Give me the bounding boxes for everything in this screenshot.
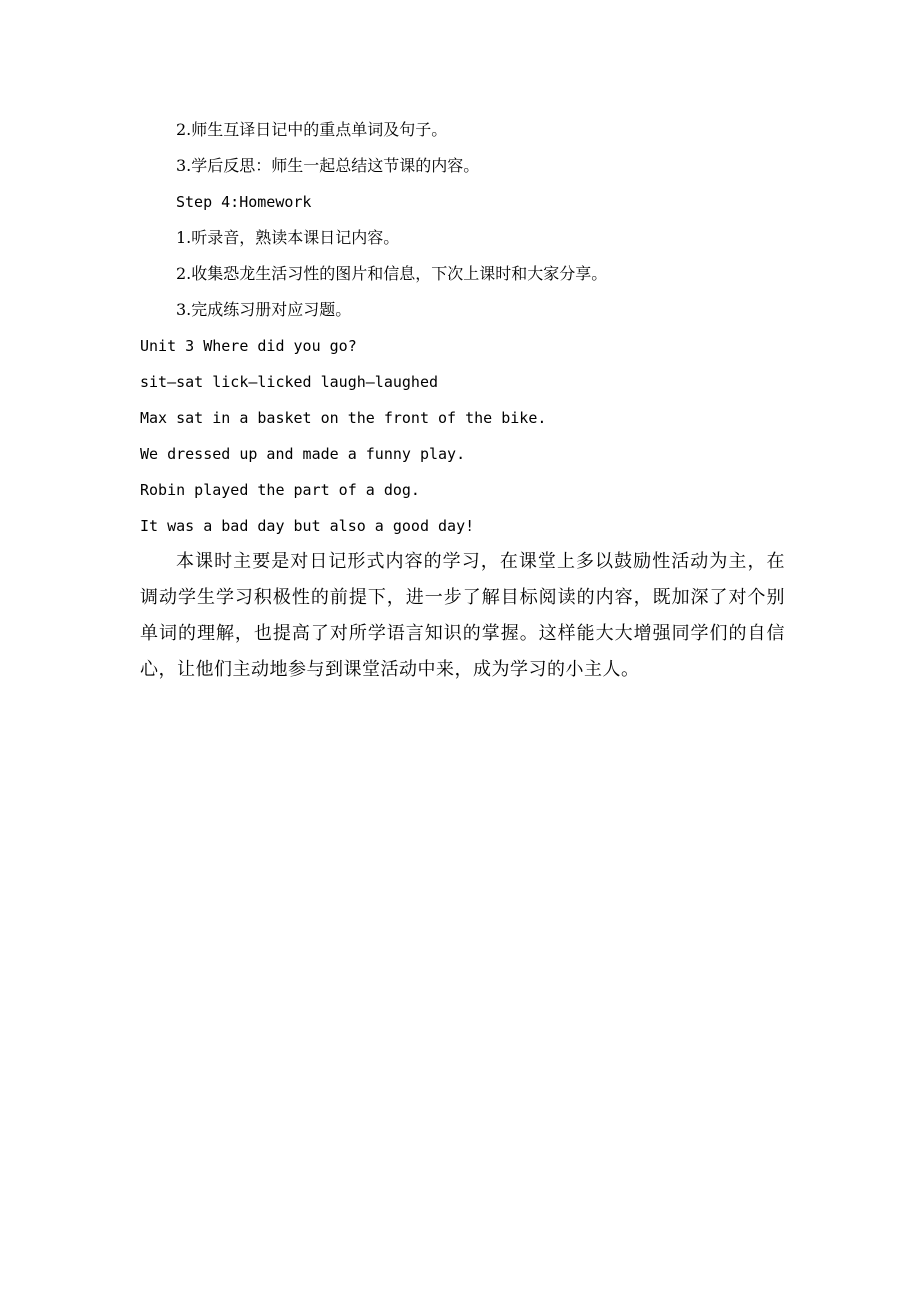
homework-item-2: 2.收集恐龙生活习性的图片和信息，下次上课时和大家分享。 bbox=[176, 264, 608, 283]
step-heading-homework: Step 4:Homework bbox=[176, 193, 312, 211]
blackboard-sentence-1: Max sat in a basket on the front of the bike. bbox=[140, 409, 547, 427]
blackboard-sentence-4: It was a bad day but also a good day! bbox=[140, 517, 475, 535]
step-item-translate: 2.师生互译日记中的重点单词及句子。 bbox=[176, 120, 448, 139]
homework-item-1: 1.听录音，熟读本课日记内容。 bbox=[176, 228, 400, 247]
blackboard-sentence-3: Robin played the part of a dog. bbox=[140, 481, 420, 499]
blackboard-unit-title: Unit 3 Where did you go? bbox=[140, 337, 357, 355]
document-content bbox=[140, 112, 785, 706]
homework-item-3: 3.完成练习册对应习题。 bbox=[176, 300, 352, 319]
teaching-reflection-paragraph: 本课时主要是对日记形式内容的学习，在课堂上多以鼓励性活动为主，在调动学生学习积极性的前提下，进一步了解目标阅读的内容，既加深了对个别单词的理解，也提高了对所学语言知识的掌握。这样能大大增强同学们的自信心，让他们主动地参与到课堂活动中来，成为学习的小主人。 bbox=[140, 551, 785, 680]
blackboard-sentence-2: We dressed up and made a funny play. bbox=[140, 445, 466, 463]
step-item-reflection: 3.学后反思：师生一起总结这节课的内容。 bbox=[176, 156, 480, 175]
blackboard-verb-forms: sit—sat lick—licked laugh—laughed bbox=[140, 373, 439, 391]
